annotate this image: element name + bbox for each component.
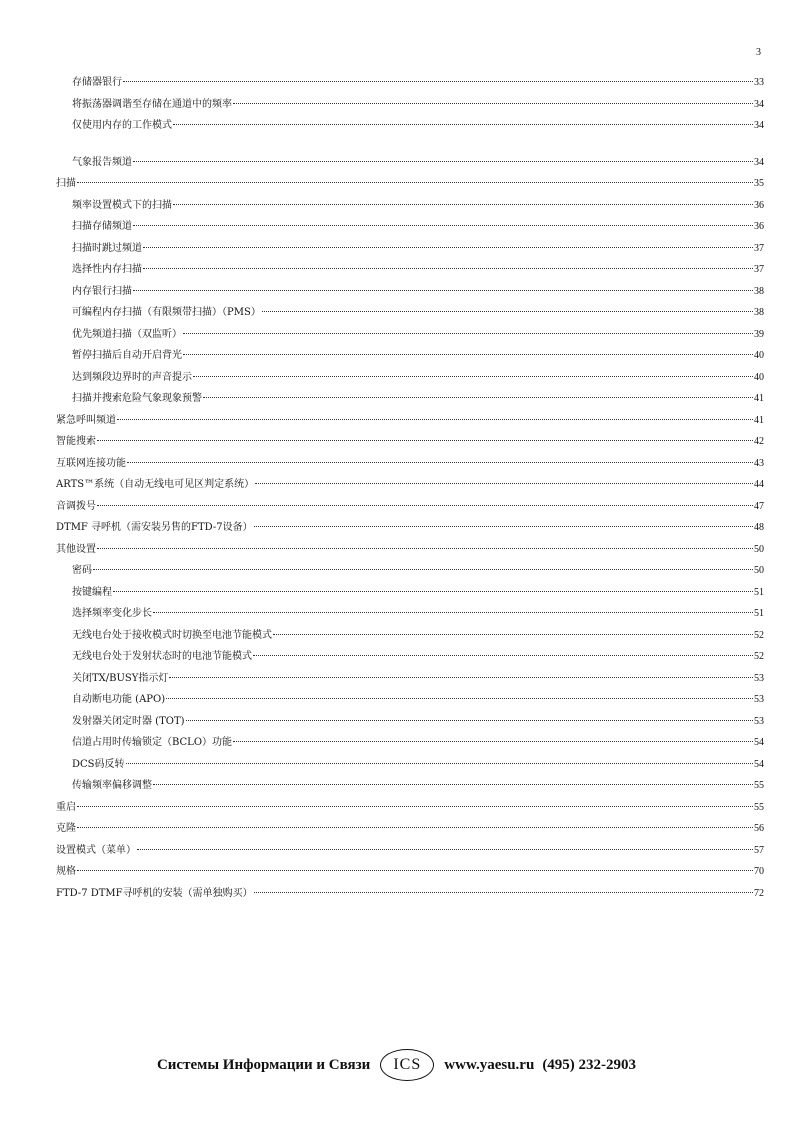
toc-entry-page: 72 [754,887,764,899]
toc-entry-page: 34 [754,98,764,110]
toc-entry[interactable] [56,754,764,776]
toc-entry-page: 37 [754,242,764,254]
toc-entry-title: 选择性内存扫描 [72,264,142,275]
toc-entry-title: 密码 [72,565,92,576]
toc-entry-title: 将振荡器调谐至存储在通道中的频率 [72,98,232,110]
toc-entry-title: 优先频道扫描（双监听） [72,328,182,340]
toc-entry-page: 54 [754,737,764,748]
toc-entry[interactable] [56,517,764,539]
toc-dot-leader [233,103,753,104]
toc-dot-leader [203,397,753,398]
toc-entry[interactable] [56,775,764,797]
toc-dot-leader [273,634,753,635]
toc-entry-page: 51 [754,608,764,619]
toc-entry-title: 发射器关闭定时器 (TOT) [72,715,185,727]
toc-entry[interactable] [56,711,764,733]
toc-entry-title: 关闭TX/BUSY指示灯 [72,672,169,684]
toc-entry[interactable] [56,560,764,582]
toc-entry-page: 53 [754,694,764,705]
toc-dot-leader [77,827,753,828]
toc-entry-page: 57 [754,844,764,856]
toc-entry[interactable] [56,410,764,432]
toc-dot-leader [183,333,753,334]
toc-entry-title: DCS码反转 [72,758,125,770]
toc-entry[interactable] [56,496,764,518]
toc-dot-leader [93,569,753,570]
toc-entry-title: 紧急呼叫频道 [56,414,116,426]
toc-dot-leader [123,81,753,82]
toc-dot-leader [173,204,753,205]
toc-entry-page: 40 [754,350,764,361]
toc-entry-page: 50 [754,565,764,576]
toc-entry[interactable] [56,474,764,496]
toc-entry-title: FTD-7 DTMF寻呼机的安装（需单独购买） [56,887,253,899]
toc-dot-leader [113,591,753,592]
toc-dot-leader [169,677,753,678]
toc-entry-page: 37 [754,264,764,275]
toc-entry[interactable] [56,582,764,604]
toc-entry-title: 可编程内存扫描（有限频带扫描）（PMS） [72,307,261,318]
toc-entry-title: 无线电台处于接收模式时切换至电池节能模式 [72,629,272,641]
toc-entry-page: 34 [754,120,764,131]
toc-entry[interactable] [56,646,764,668]
toc-entry[interactable] [56,797,764,819]
toc-entry[interactable] [56,539,764,561]
toc-entry-title: 内存银行扫描 [72,285,132,297]
toc-entry-title: 设置模式（菜单） [56,844,136,856]
toc-entry-page: 38 [754,307,764,318]
toc-dot-leader [126,763,753,764]
toc-dot-leader [133,161,753,162]
toc-entry-title: 信道占用时传输锁定（BCLO）功能 [72,737,233,748]
toc-entry-page: 55 [754,801,764,813]
toc-entry-page: 47 [754,500,764,512]
toc-dot-leader [255,483,753,484]
toc-entry-title: 暂停扫描后自动开启背光 [72,350,182,361]
toc-entry[interactable] [56,238,764,260]
toc-entry-title: 扫描存储频道 [72,221,132,232]
toc-entry[interactable] [56,431,764,453]
toc-entry-title: 扫描时跳过频道 [72,242,142,254]
toc-entry-title: 扫描 [56,178,76,189]
toc-entry-page: 55 [754,780,764,791]
toc-entry[interactable] [56,216,764,238]
toc-entry-title: 选择频率变化步长 [72,608,152,619]
toc-entry-title: 按键编程 [72,586,112,598]
toc-entry-page: 35 [754,178,764,189]
toc-dot-leader [97,505,753,506]
toc-entry-page: 36 [754,221,764,232]
toc-entry[interactable] [56,152,764,174]
toc-dot-leader [77,806,753,807]
toc-entry-title: 气象报告频道 [72,156,132,168]
toc-entry[interactable] [56,603,764,625]
toc-entry[interactable] [56,453,764,475]
toc-entry-title: 规格 [56,866,76,877]
toc-entry-title: 智能搜索 [56,436,96,447]
page-number: 3 [756,47,761,58]
toc-dot-leader [127,462,753,463]
toc-entry-title: 频率设置模式下的扫描 [72,199,172,211]
toc-entry-page: 42 [754,436,764,447]
toc-entry[interactable] [56,732,764,754]
toc-entry[interactable] [56,115,764,137]
toc-entry-page: 34 [754,156,764,168]
footer-company: Системы Информации и Связи [156,1056,371,1073]
toc-dot-leader [253,655,753,656]
toc-entry-title: 其他设置 [56,543,96,555]
toc-dot-leader [254,526,753,527]
footer-phone: (495) 232-2903 [542,1056,637,1073]
toc-entry[interactable] [56,388,764,410]
toc-entry-title: 自动断电功能 (APO) [72,694,166,705]
toc-entry-page: 70 [754,866,764,877]
toc-entry[interactable] [56,668,764,690]
toc-entry-page: 56 [754,823,764,834]
toc-entry-title: 无线电台处于发射状态时的电池节能模式 [72,651,252,662]
toc-entry[interactable] [56,173,764,195]
toc-dot-leader [133,225,753,226]
toc-entry-page: 52 [754,651,764,662]
toc-dot-leader [173,124,753,125]
toc-entry-page: 48 [754,522,764,533]
toc-entry-page: 51 [754,586,764,598]
table-of-contents [56,72,764,904]
toc-entry-page: 36 [754,199,764,211]
toc-dot-leader [166,698,753,699]
toc-entry-title: 达到频段边界时的声音提示 [72,371,192,383]
toc-entry[interactable] [56,324,764,346]
toc-entry-title: 传输频率偏移调整 [72,780,152,791]
toc-dot-leader [193,376,753,377]
toc-entry[interactable] [56,281,764,303]
toc-entry-page: 43 [754,457,764,469]
toc-entry-title: 音调拨号 [56,500,96,512]
toc-entry-title: 扫描并搜索危险气象现象预警 [72,393,202,404]
footer-website: www.yaesu.ru [444,1056,535,1073]
toc-dot-leader [186,720,753,721]
toc-entry-page: 39 [754,328,764,340]
toc-dot-leader [143,268,753,269]
toc-entry-title: ARTS™系统（自动无线电可见区判定系统） [56,479,255,490]
toc-dot-leader [117,419,753,420]
toc-entry-title: 存储器银行 [72,77,122,88]
toc-dot-leader [77,870,753,871]
toc-entry-page: 41 [754,414,764,426]
toc-entry[interactable] [56,259,764,281]
toc-entry[interactable] [56,625,764,647]
footer [0,1049,793,1081]
toc-entry-title: DTMF 寻呼机（需安装另售的FTD-7设备） [56,522,253,533]
toc-entry-title: 仅使用内存的工作模式 [72,120,172,131]
toc-entry[interactable] [56,94,764,116]
toc-entry[interactable] [56,72,764,94]
toc-entry-page: 52 [754,629,764,641]
toc-entry-page: 54 [754,758,764,770]
toc-dot-leader [133,290,753,291]
toc-entry-page: 53 [754,672,764,684]
toc-dot-leader [97,548,753,549]
toc-entry[interactable] [56,689,764,711]
ics-logo: ICS [380,1049,434,1081]
toc-dot-leader [262,311,753,312]
toc-entry[interactable] [56,883,764,905]
toc-entry-page: 50 [754,543,764,555]
toc-entry-title: 互联网连接功能 [56,457,126,469]
toc-entry-page: 44 [754,479,764,490]
toc-entry[interactable] [56,861,764,883]
toc-dot-leader [97,440,753,441]
toc-entry-page: 53 [754,715,764,727]
toc-entry[interactable] [56,345,764,367]
toc-entry-title: 克隆 [56,823,76,834]
toc-entry-page: 41 [754,393,764,404]
toc-entry-title: 重启 [56,801,76,813]
toc-entry[interactable] [56,840,764,862]
toc-dot-leader [254,892,753,893]
toc-entry-page: 38 [754,285,764,297]
toc-entry[interactable] [56,818,764,840]
toc-dot-leader [153,784,753,785]
toc-entry-page: 33 [754,77,764,88]
toc-dot-leader [77,182,753,183]
toc-dot-leader [233,741,753,742]
toc-dot-leader [153,612,753,613]
toc-entry-page: 40 [754,371,764,383]
toc-dot-leader [183,354,753,355]
toc-entry[interactable] [56,195,764,217]
toc-entry[interactable] [56,302,764,324]
toc-dot-leader [137,849,753,850]
toc-dot-leader [143,247,753,248]
toc-entry[interactable] [56,367,764,389]
